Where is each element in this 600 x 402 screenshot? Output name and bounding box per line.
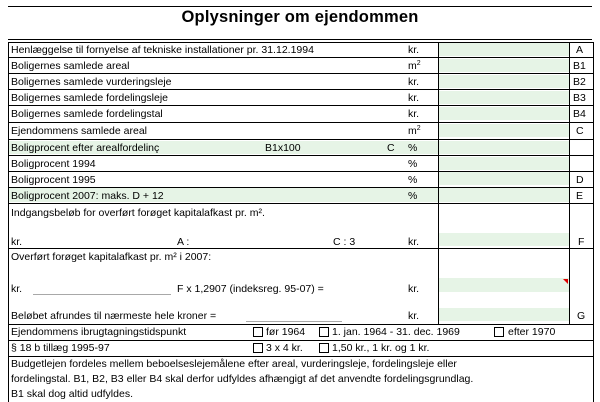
tillaeg-option-label: 1,50 kr., 1 kr. og 1 kr. — [332, 342, 430, 354]
bolig-1995-label: Boligprocent 1995 — [11, 174, 96, 186]
note-line: fordelingstal. B1, B2, B3 eller B4 skal derfor udfyldes afhængigt af det anvendte fordelingsgrundlag. — [11, 373, 474, 385]
rule — [8, 42, 593, 43]
rule — [8, 139, 593, 140]
unit-kr: kr. — [408, 236, 420, 248]
title-rule-top — [8, 6, 592, 7]
tillaeg-option-label: 3 x 4 kr. — [266, 342, 303, 354]
unit-m2: $m^2$ — [408, 60, 421, 72]
rule — [8, 187, 593, 188]
code-b3: B3 — [573, 92, 586, 104]
rule — [8, 73, 593, 74]
ibrug-checkbox-efter-1970[interactable] — [494, 327, 504, 337]
unit-percent: % — [408, 142, 418, 154]
rule — [8, 122, 593, 123]
code-f: F — [578, 236, 585, 248]
code-b1: B1 — [573, 60, 586, 72]
unit-kr: kr. — [408, 92, 420, 104]
code-d: D — [576, 174, 584, 186]
tillaeg-checkbox-3x4[interactable] — [253, 343, 263, 353]
indgang-a-label: A : — [177, 236, 190, 248]
value-column-left-line — [438, 42, 439, 325]
tillaeg-label: § 18 b tillæg 1995-97 — [11, 342, 110, 354]
unit-m2: $m^2$ — [408, 125, 421, 137]
tillaeg-checkbox-150[interactable] — [319, 343, 329, 353]
rule — [8, 248, 593, 249]
bolig-1994-label: Boligprocent 1994 — [11, 158, 96, 170]
rule — [8, 105, 593, 106]
title-rule-bottom — [8, 39, 592, 40]
rule — [8, 171, 593, 172]
arealfordeling-label: Boligprocent efter arealfordelinç — [11, 142, 160, 154]
unit-kr: kr. — [408, 310, 420, 322]
areal-label: Boligernes samlede areal — [11, 60, 130, 72]
unit-kr: kr. — [408, 76, 420, 88]
indgang-c3-label: C : 3 — [333, 236, 356, 248]
ibrug-option-label: efter 1970 — [508, 326, 556, 338]
ibrug-checkbox-1964-1969[interactable] — [319, 327, 329, 337]
unit-percent: % — [408, 174, 418, 186]
rule — [8, 155, 593, 156]
round-amount-field[interactable] — [246, 321, 342, 322]
unit-percent: % — [408, 158, 418, 170]
round-label: Beløbet afrundes til nærmeste hele kroner = — [11, 310, 217, 322]
code-e: E — [576, 190, 584, 202]
rule — [8, 57, 593, 58]
overfoert-formula: F x 1,2907 (indeksreg. 95-07) = — [177, 283, 324, 295]
rule — [8, 340, 593, 341]
code-column-line — [569, 42, 570, 325]
arealfordeling-formula: B1x100 — [265, 142, 301, 154]
overfoert-amount-field[interactable] — [33, 294, 171, 295]
overfoert-kr-label: kr. — [11, 283, 23, 295]
ibrug-option-label: før 1964 — [266, 326, 306, 338]
rule — [8, 356, 593, 357]
code-b4: B4 — [573, 108, 586, 120]
arealfordeling-divisor: C — [387, 142, 395, 154]
unit-kr: kr. — [408, 283, 420, 295]
form-title: Oplysninger om ejendommen — [181, 8, 419, 26]
unit-kr: kr. — [408, 108, 420, 120]
ibrug-option-label: 1. jan. 1964 - 31. dec. 1969 — [332, 326, 460, 338]
unit-percent: % — [408, 190, 418, 202]
indgang-kr-label: kr. — [11, 236, 23, 248]
code-g: G — [577, 310, 586, 322]
unit-kr: kr. — [408, 44, 420, 56]
ibrug-checkbox-foer-1964[interactable] — [253, 327, 263, 337]
rule — [8, 203, 593, 204]
code-c: C — [576, 125, 584, 137]
ejendom-areal-label: Ejendommens samlede areal — [11, 125, 147, 137]
note-line: Budgetlejen fordeles mellem beboelseslejemålene efter areal, vurderingsleje, fordelingsleje eller — [11, 358, 457, 370]
rule — [8, 324, 593, 325]
fordelingstal-label: Boligernes samlede fordelingstal — [11, 108, 163, 120]
rule — [8, 89, 593, 90]
henlaeggelse-label: Henlæggelse til fornyelse af tekniske installationer pr. 31.12.1994 — [11, 44, 314, 56]
code-a: A — [576, 44, 584, 56]
indgang-heading: Indgangsbeløb for overført forøget kapitalafkast pr. m². — [11, 207, 265, 219]
note-line: B1 skal dog altid udfyldes. — [11, 388, 133, 400]
ibrug-label: Ejendommens ibrugtagningstidspunkt — [11, 326, 187, 338]
vurderingsleje-label: Boligernes samlede vurderingsleje — [11, 76, 172, 88]
fordelingsleje-label: Boligernes samlede fordelingsleje — [11, 92, 169, 104]
code-b2: B2 — [573, 76, 586, 88]
overfoert-heading: Overført forøget kapitalafkast pr. m² i 2007: — [11, 251, 212, 263]
comment-marker-icon — [563, 279, 568, 284]
bolig-2007-label: Boligprocent 2007: maks. D + 12 — [11, 190, 164, 202]
